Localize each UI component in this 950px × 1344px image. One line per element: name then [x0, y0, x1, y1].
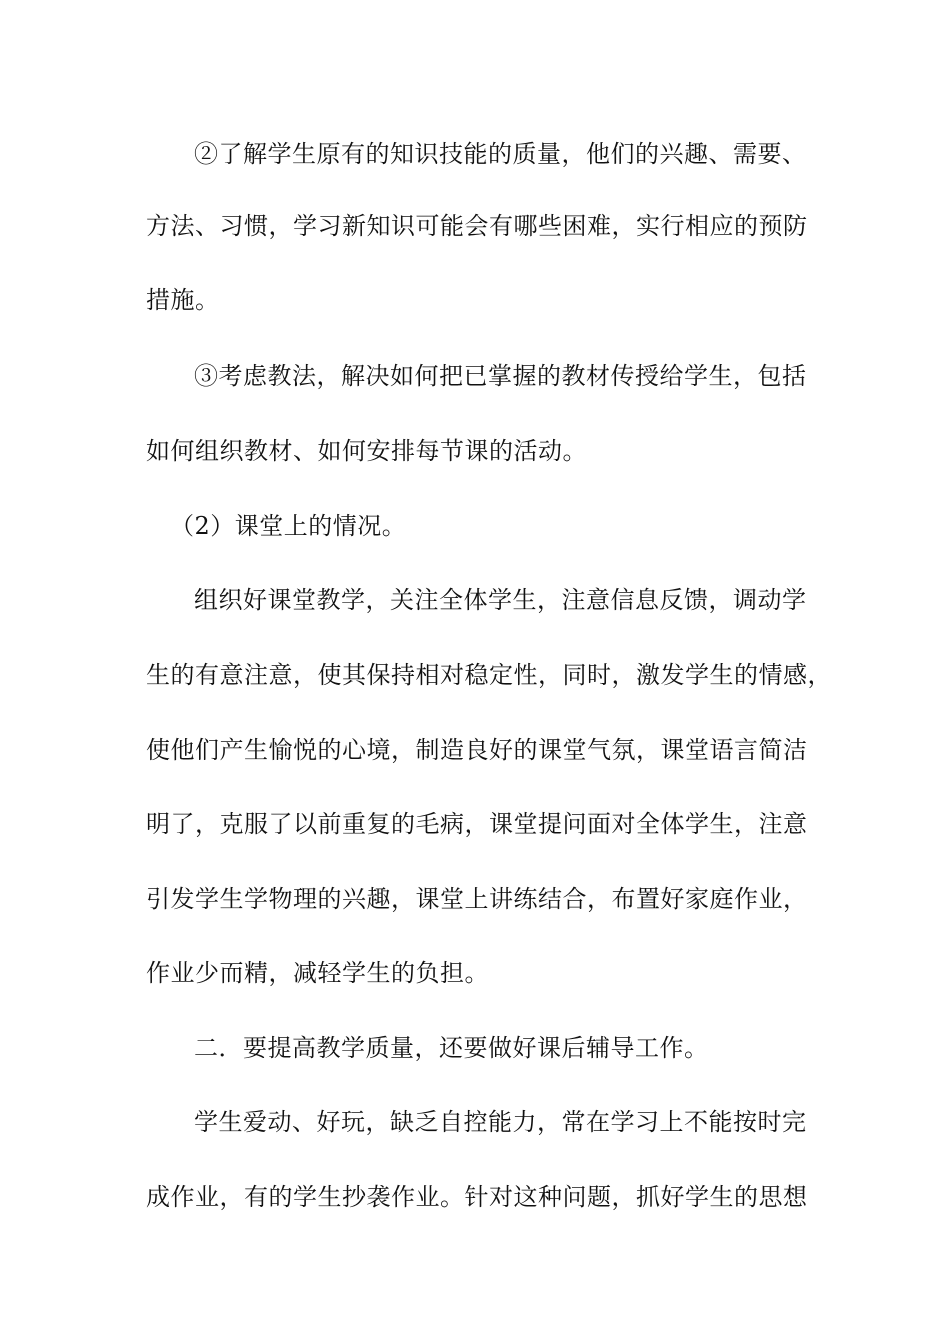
- paragraph-line: 措施。: [146, 286, 220, 314]
- paragraph-line: 生的有意注意，使其保持相对稳定性，同时，激发学生的情感，: [146, 661, 832, 689]
- paragraph-line: 使他们产生愉悦的心境，制造良好的课堂气氛，课堂语言简洁: [146, 736, 808, 764]
- paragraph-line: 学生爱动、好玩，缺乏自控能力，常在学习上不能按时完: [194, 1108, 807, 1136]
- paragraph-line: 明了，克服了以前重复的毛病，课堂提问面对全体学生，注意: [146, 810, 808, 838]
- paragraph-line: 成作业，有的学生抄袭作业。针对这种问题，抓好学生的思想: [146, 1183, 808, 1211]
- paragraph-line: ③考虑教法，解决如何把已掌握的教材传授给学生，包括: [194, 362, 807, 390]
- section-heading: （2）课堂上的情况。: [170, 512, 407, 540]
- paragraph-line: 引发学生学物理的兴趣，课堂上讲练结合，布置好家庭作业，: [146, 885, 808, 913]
- paragraph-line: 如何组织教材、如何安排每节课的活动。: [146, 437, 587, 465]
- paragraph-line: ②了解学生原有的知识技能的质量，他们的兴趣、需要、: [194, 140, 807, 168]
- paragraph-line: 组织好课堂教学，关注全体学生，注意信息反馈，调动学: [194, 586, 807, 614]
- paragraph-line: 方法、习惯，学习新知识可能会有哪些困难，实行相应的预防: [146, 212, 808, 240]
- paragraph-line: 作业少而精，减轻学生的负担。: [146, 959, 489, 987]
- section-heading: 二．要提高教学质量，还要做好课后辅导工作。: [194, 1034, 709, 1062]
